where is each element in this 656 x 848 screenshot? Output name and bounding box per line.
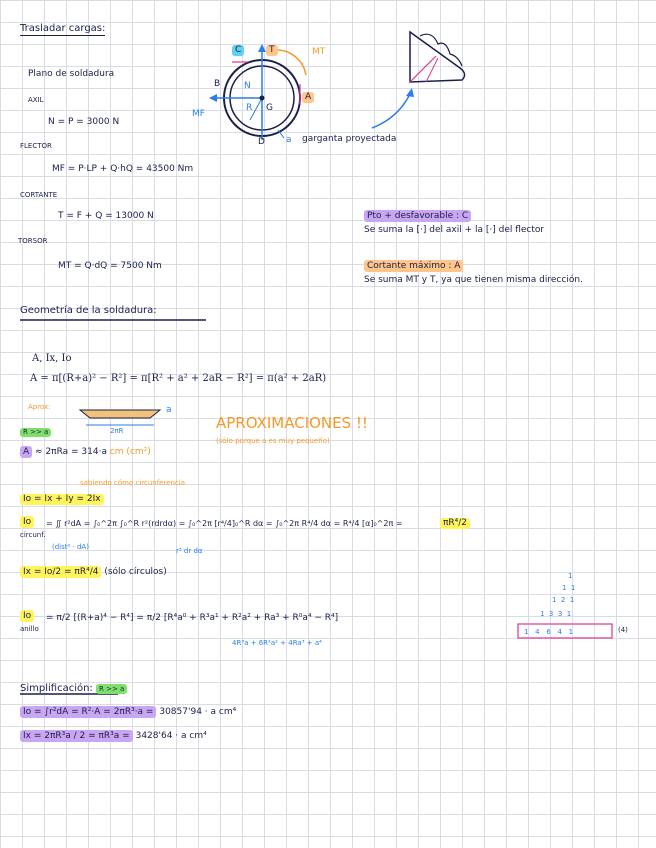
area-approx: [20, 448, 151, 457]
section-title-trasladar: Trasladar cargas:: [20, 23, 106, 34]
cortante-equation: T = F + Q = 13000 N: [58, 211, 154, 221]
area-equation: A = π[(R+a)² − R²] = π[R² + a² + 2aR − R²] = π(a² + 2aR): [30, 373, 327, 384]
pascal-num: 1: [552, 596, 557, 604]
point-a-label: A: [302, 92, 314, 103]
dist-note: (dist² · dA): [52, 543, 89, 551]
io-note: sabiendo cómo circunferencia: [80, 479, 186, 487]
io-anillo-sub: anillo: [20, 625, 39, 633]
flector-label: FLECTOR: [20, 142, 52, 150]
r3-note: r³ dr dα: [176, 547, 203, 555]
mt-label: MT: [312, 47, 326, 57]
torsor-label: TORSOR: [18, 237, 48, 245]
cortante-label: CORTANTE: [20, 191, 58, 199]
punto-label: Pto + desfavorable : C: [364, 210, 471, 222]
simplificacion-cond: R >> a: [96, 684, 127, 694]
ix-note: (sólo círculos): [104, 567, 167, 577]
pascal-row-4: [524, 628, 573, 636]
io-simplified: [20, 708, 236, 717]
io-anillo-block: [20, 612, 34, 621]
aproximaciones-note: (sólo porque a es muy pequeño): [216, 437, 330, 445]
pascal-num: 3: [548, 610, 554, 618]
point-c-label: C: [232, 45, 244, 56]
pascal-num: 1: [566, 610, 572, 618]
section-title-geometria: Geometría de la soldadura:: [20, 305, 157, 316]
cortante-max-label: Cortante máximo : A: [364, 260, 463, 272]
vars-line: A, Ix, Io: [32, 353, 72, 364]
note-punto-text: Se suma la [·] del axil + la [·] del flector: [364, 225, 545, 235]
pascal-tag: (4): [618, 626, 628, 634]
io-anillo-equation: = π/2 [(R+a)⁴ − R⁴] = π/2 [R⁴a⁰ + R³a¹ + R²a² + Ra³ + R⁰a⁴ − R⁴]: [46, 613, 339, 623]
aprox-label: Aprox:: [28, 403, 51, 411]
aproximaciones-title: APROXIMACIONES !!: [216, 414, 368, 432]
ix-simplified-eq: Ix = 2πR³a / 2 = πR³a =: [20, 730, 133, 742]
io-circ-sub: circunf.: [20, 531, 46, 539]
pascal-num: 2: [560, 596, 566, 604]
ring-thickness-label: a: [166, 405, 172, 415]
axil-label: AXIL: [28, 96, 44, 104]
pascal-num: 3: [557, 610, 563, 618]
pascal-num: 4: [557, 628, 562, 636]
area-approx-value: ≈ 2πRa = 314·a: [35, 447, 107, 457]
plano-label: Plano de soldadura: [28, 69, 115, 79]
torque-t-label: T: [266, 45, 278, 56]
pascal-num: 1: [540, 610, 545, 618]
throat-a-label: a: [286, 135, 292, 145]
pascal-num: 1: [568, 572, 573, 580]
note-punto: [364, 212, 471, 221]
radius-r-label: R: [246, 103, 253, 113]
pascal-num: 1: [524, 628, 529, 636]
pascal-num: 1: [569, 596, 575, 604]
io-simplified-eq: Io = ∫r²dA = R²·A = 2πR³·a =: [20, 706, 156, 718]
area-a-symbol: A: [20, 446, 32, 458]
pascal-num: 1: [562, 584, 567, 592]
pascal-num: 1: [570, 584, 576, 592]
note-cortante: [364, 262, 463, 271]
io-anillo-label: Io: [20, 610, 34, 622]
axil-equation: N = P = 3000 N: [48, 117, 120, 127]
flector-equation: MF = P·LP + Q·hQ = 43500 Nm: [52, 164, 194, 174]
garganta-caption: garganta proyectada: [302, 134, 397, 144]
io-circ-block: [20, 518, 34, 527]
axial-n-label: N: [244, 81, 251, 91]
ix-equation: Ix = Io/2 = πR⁴/4: [20, 566, 101, 578]
io-anillo-expansion: 4R³a + 6R²a² + 4Ra³ + a⁴: [232, 639, 322, 647]
io-circ-equation: = ∬ r²dA = ∫₀^2π ∫₀^R r²(rdrdα) = ∫₀^2π [r⁴/4]₀^R dα = ∫₀^2π R⁴/4 dα = R⁴/4 [α]₀^2π =: [46, 519, 403, 528]
pascal-num: 4: [535, 628, 540, 636]
point-d-label: D: [258, 137, 265, 147]
pascal-row-1: [562, 584, 575, 592]
centroid-g-label: G: [266, 103, 273, 113]
note-cortante-text: Se suma MT y T, ya que tienen misma dirección.: [364, 275, 583, 285]
io-simplified-val: 30857'94 · a cm⁴: [159, 707, 237, 717]
pascal-row-2: [552, 596, 574, 604]
point-b-label: B: [214, 79, 221, 89]
r-gg-a-label: R >> a: [20, 428, 51, 437]
torsor-equation: MT = Q·dQ = 7500 Nm: [58, 261, 162, 271]
ix-line: [20, 568, 167, 577]
io-sum-equation: Io = Ix + Iy = 2Ix: [20, 494, 104, 505]
pascal-row-0: [568, 572, 572, 580]
pascal-row-3: [540, 610, 571, 618]
section-title-simplificacion: [20, 684, 127, 694]
pascal-num: 6: [546, 628, 551, 636]
mf-label: MF: [192, 109, 205, 119]
simplificacion-title: Simplificación:: [20, 683, 93, 694]
io-circ-result: πR⁴/2: [440, 518, 470, 529]
pascal-num: 1: [568, 628, 574, 636]
io-circ-label: Io: [20, 516, 34, 528]
ix-simplified-val: 3428'64 · a cm⁴: [135, 731, 207, 741]
ix-simplified: [20, 732, 207, 741]
area-unit: cm (cm²): [109, 447, 151, 457]
ring-length-label: 2πR: [110, 427, 124, 435]
